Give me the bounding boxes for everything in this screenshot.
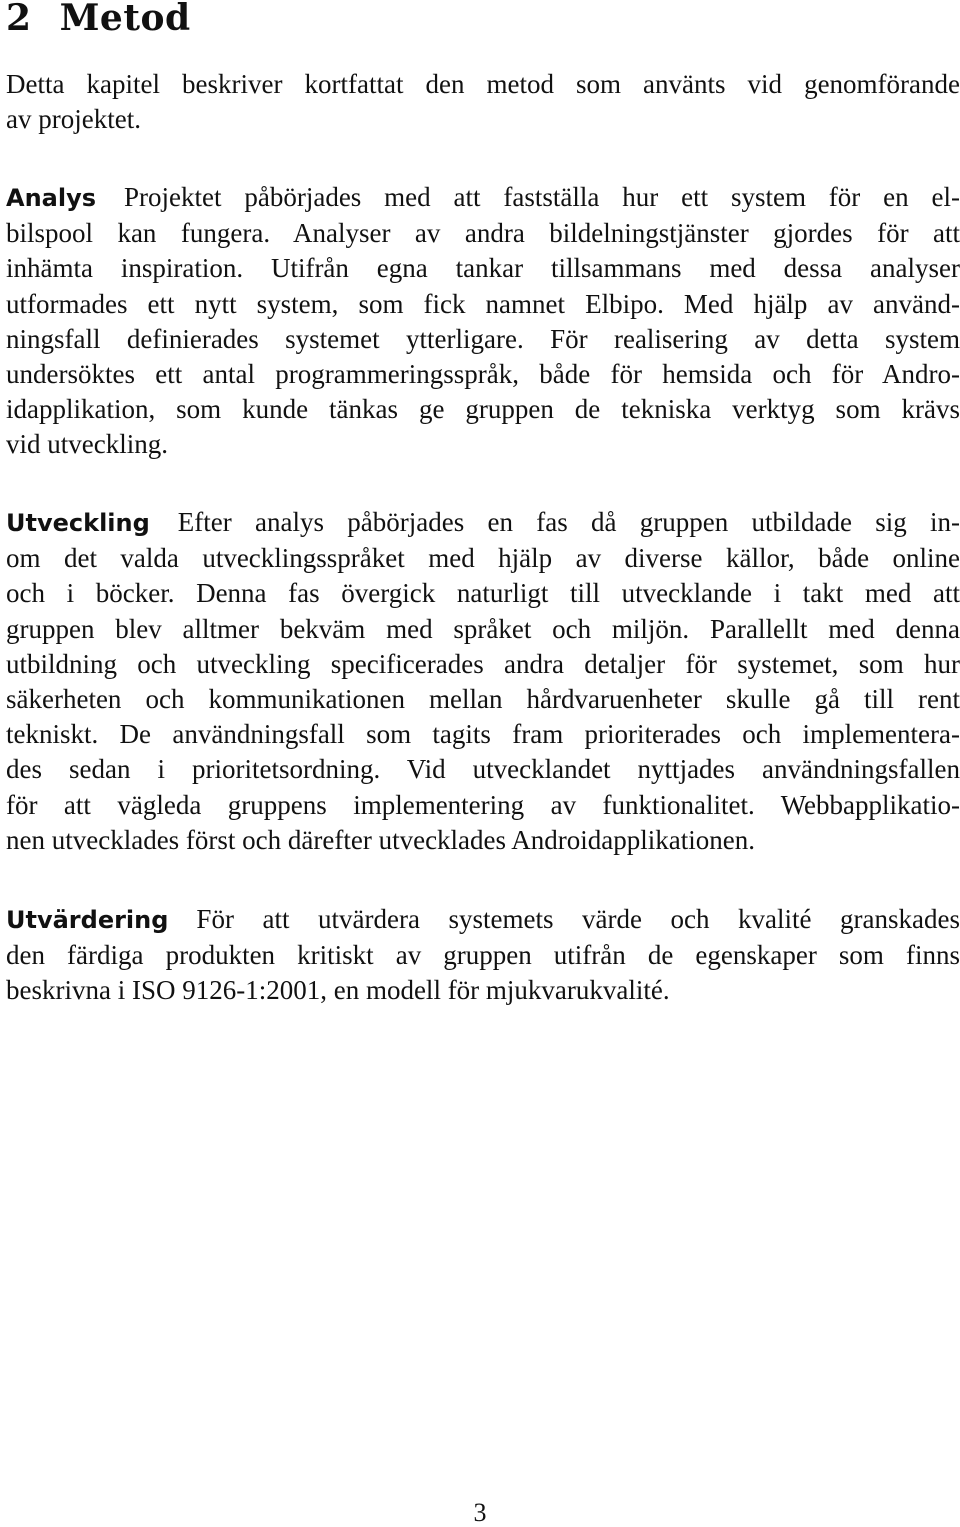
utveckling-line: och i böcker. Denna fas övergick naturligt till utvecklande i takt med att [6,578,960,609]
utveckling-paragraph [6,505,960,858]
chapter-title: Metod [59,0,191,39]
utveckling-line: för att vägleda gruppens implementering av funktionalitet. Webbapplikatio- [6,789,960,820]
analys-line: utformades ett nytt system, som fick namnet Elbipo. Med hjälp av använd- [6,288,960,319]
utveckling-line: gruppen blev alltmer bekväm med språket och miljön. Parallellt med denna [6,613,960,644]
utvardering-paragraph [6,902,960,1009]
utvardering-first-line [6,902,960,938]
utveckling-line: tekniskt. De användningsfall som tagits fram prioriterades och implementera- [6,719,960,750]
analys-line: ningsfall definierades systemet ytterligare. För realisering av detta system [6,323,960,354]
analys-paragraph [6,180,960,463]
chapter-number: 2 [6,0,32,39]
utveckling-line: om det valda utvecklingsspråket med hjälp av diverse källor, både online [6,543,960,574]
analys-line: inhämta inspiration. Utifrån egna tankar tillsammans med dessa analyser [6,253,960,284]
utvardering-line: den färdiga produkten kritiskt av gruppen utifrån de egenskaper som finns [6,940,960,971]
utveckling-first-line-text: Efter analys påbörjades en fas då gruppen utbildade sig in- [177,507,960,537]
intro-paragraph [6,67,960,137]
page-number: 3 [473,1498,487,1527]
analys-first-line-text: Projektet påbörjades med att fastställa hur ett system för en el- [124,182,960,212]
utvardering-first-line-text: För att utvärdera systemets värde och kvalité granskades [196,904,960,934]
utveckling-keyword: Utveckling [6,509,150,537]
analys-line: bilspool kan fungera. Analyser av andra bildelningstjänster gjordes för att [6,218,960,249]
utvardering-line: beskrivna i ISO 9126-1:2001, en modell för mjukvarukvalité. [6,975,670,1006]
analys-first-line [6,180,960,216]
chapter-heading [6,0,960,40]
utvardering-keyword: Utvärdering [6,906,169,934]
analys-line: undersöktes ett antal programmeringsspråk, både för hemsida och för Andro- [6,359,960,390]
utveckling-line: utbildning och utveckling specificerades andra detaljer för systemet, som hur [6,648,960,679]
document-page [6,0,960,1006]
utveckling-line: säkerheten och kommunikationen mellan hårdvaruenheter skulle gå till rent [6,684,960,715]
utveckling-line: des sedan i prioritetsordning. Vid utvecklandet nyttjades användningsfallen [6,754,960,785]
utveckling-line: nen utvecklades först och därefter utvecklades Androidapplikationen. [6,824,755,855]
analys-keyword: Analys [6,184,97,212]
intro-line: Detta kapitel beskriver kortfattat den metod som använts vid genomförande [6,69,960,99]
utveckling-first-line [6,505,960,541]
analys-line: idapplikation, som kunde tänkas ge gruppen de tekniska verktyg som krävs [6,394,960,425]
analys-line: vid utveckling. [6,429,168,460]
intro-line: av projektet. [6,104,141,135]
